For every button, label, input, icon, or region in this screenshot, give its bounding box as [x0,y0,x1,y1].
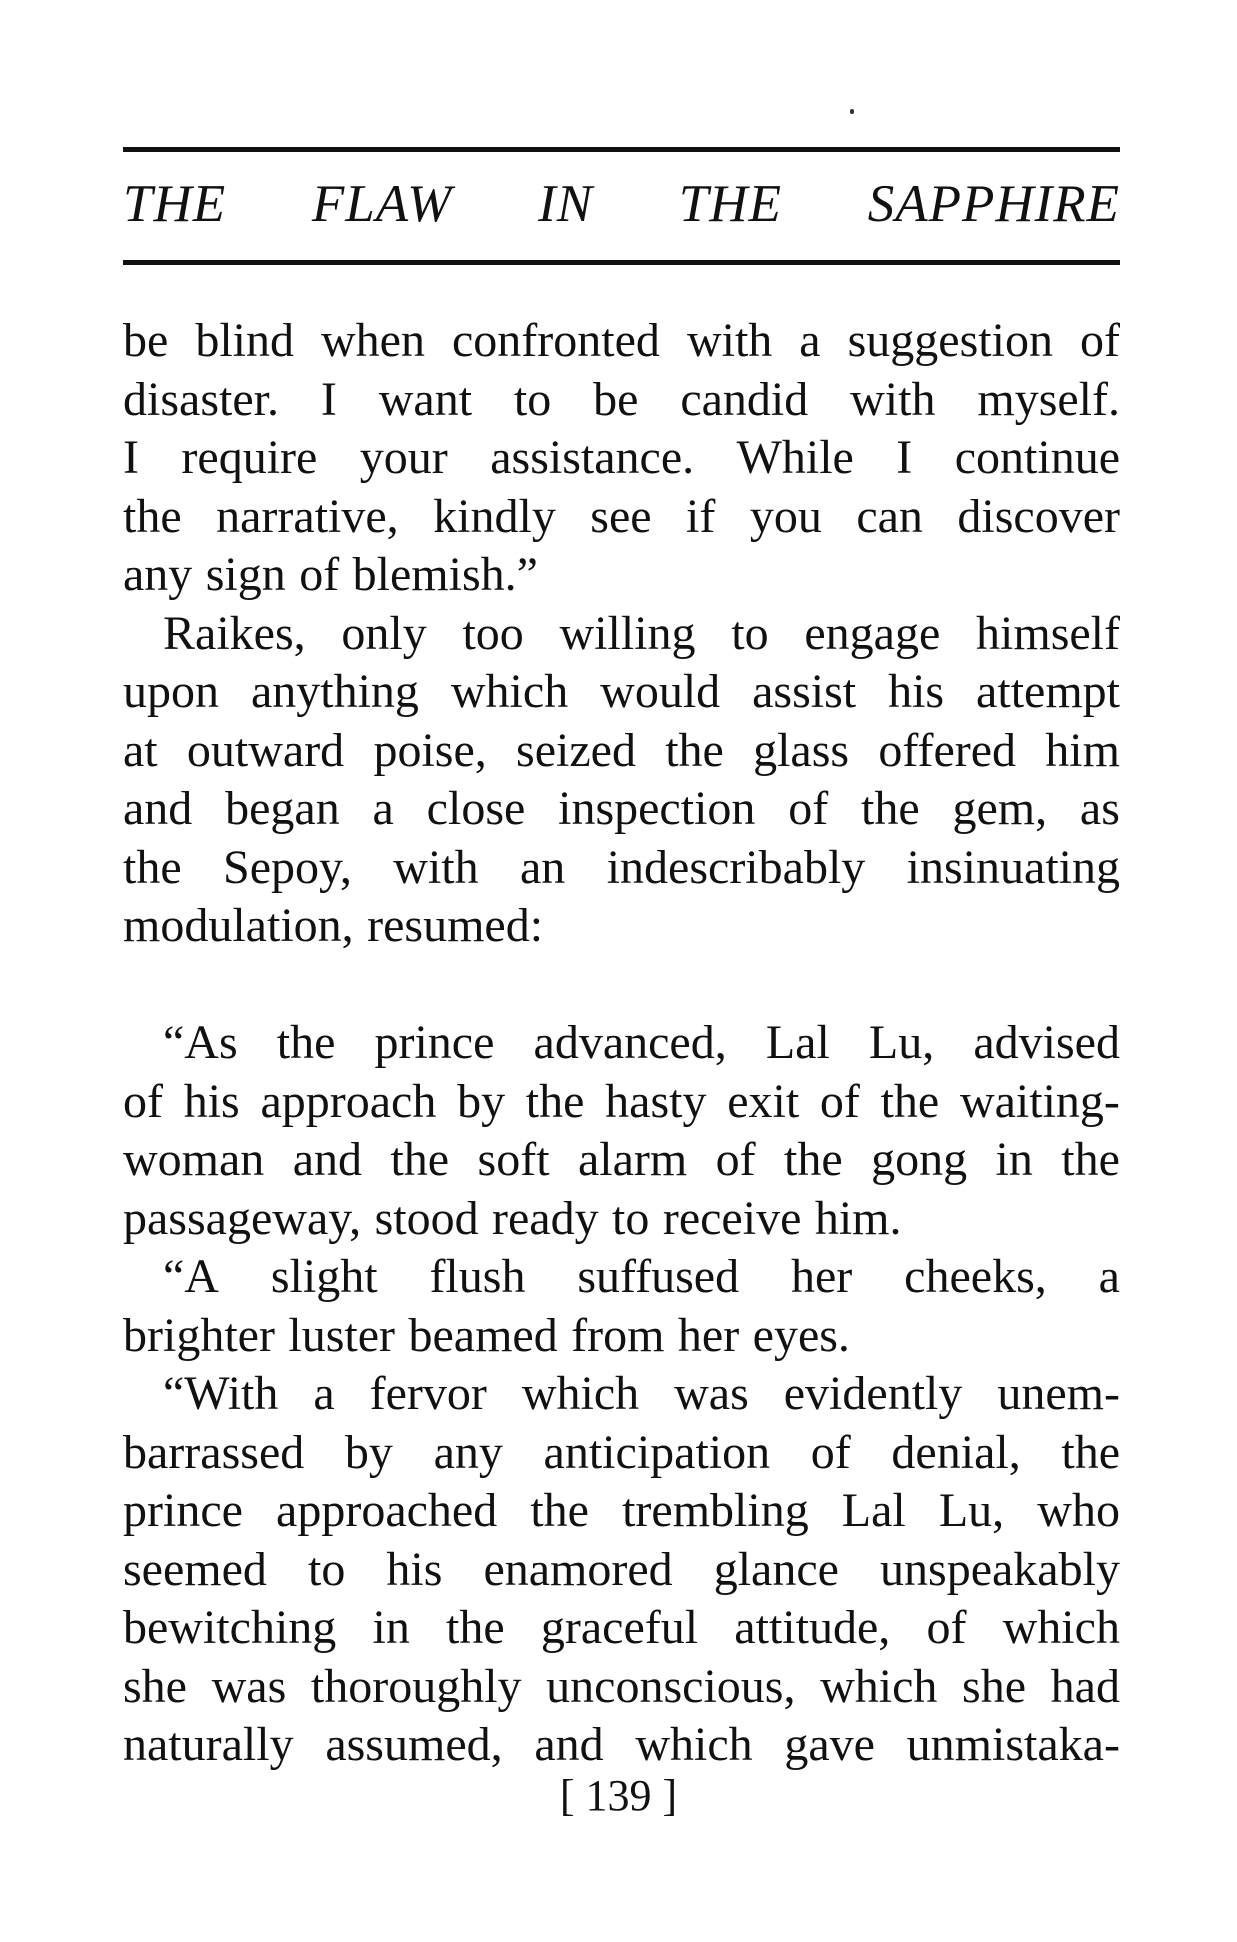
word: “As [163,1016,238,1069]
word: advised [973,1016,1120,1069]
word: of [299,548,340,601]
word: evidently [783,1367,963,1420]
word: narrative, [216,489,399,543]
word: passageway, [123,1191,362,1245]
word: with [850,372,936,426]
word: bewitching [123,1601,337,1654]
word: woman [123,1133,265,1186]
word: gem, [952,782,1048,835]
word: an [520,840,566,894]
word: see [590,489,652,543]
section-break [123,956,1120,1015]
word: had [1050,1659,1120,1713]
word: would [600,665,721,718]
running-head [123,172,1120,236]
word: be [593,372,639,426]
word: to [307,1542,346,1596]
word: insinuating [906,840,1120,894]
word: glass [753,723,850,777]
word: “With [163,1367,279,1420]
text-line [123,1190,1120,1249]
word: hasty [605,1074,707,1128]
word: inspection [558,782,756,835]
text-line [123,488,1120,547]
word: sign [205,548,286,601]
running-head-word: FLAW [311,175,453,233]
word: seemed [123,1542,267,1596]
word: waiting- [959,1074,1120,1128]
word: the [861,782,920,835]
word: poise, [373,723,487,777]
word: was [211,1659,287,1713]
word: the [123,840,182,894]
word: which [635,1718,753,1771]
body-text [123,312,1120,1775]
word: assist [752,665,857,718]
word: only [341,606,427,660]
word: of [715,1133,756,1186]
text-line [123,1658,1120,1717]
word: While [736,431,854,484]
word: of [123,1074,163,1128]
word: offered [878,723,1017,777]
word: the [525,1074,585,1128]
header-rule-top [123,147,1120,152]
text-line [123,1248,1120,1307]
word: anticipation [543,1425,771,1479]
word: his [386,1542,443,1596]
word: at [123,723,158,777]
paragraph [123,1248,1120,1365]
word: which [521,1367,640,1420]
ink-speck [850,109,854,114]
word: gong [871,1133,968,1186]
word: a [313,1367,335,1420]
word: beamed [408,1308,558,1362]
text-line [123,312,1120,371]
word: in [372,1601,410,1654]
text-line [123,839,1120,898]
word: him. [814,1191,902,1245]
word: and [534,1718,604,1771]
word: by [344,1425,393,1479]
text-line [123,722,1120,781]
word: attitude, [734,1601,891,1654]
word: a [372,782,394,835]
text-line [123,1365,1120,1424]
word: anything [250,665,419,718]
paragraph [123,312,1120,605]
word: continue [954,431,1120,484]
word: any [123,548,193,601]
word: was [674,1367,749,1420]
word: gave [784,1718,875,1771]
word: approach [260,1074,437,1128]
word: and [123,782,193,835]
word: her [677,1308,740,1362]
word: barrassed [123,1425,305,1479]
word: eyes. [752,1308,850,1362]
word: naturally [123,1718,294,1771]
word: indescribably [606,840,866,894]
word: her [790,1250,853,1303]
word: graceful [540,1601,699,1654]
running-head-word: THE [123,175,227,233]
text-line [123,1599,1120,1658]
word: close [426,782,526,835]
word: Sepoy, [223,840,352,894]
word: the [1061,1425,1120,1479]
running-head-word: IN [538,175,594,233]
word: his [183,1074,240,1128]
word: of [810,1425,851,1479]
word: him [1045,723,1120,777]
word: your [359,431,448,484]
word: cheeks, [904,1250,1047,1303]
word: “A [163,1250,219,1303]
word: the [1061,1133,1120,1186]
word: assistance. [490,431,695,484]
word: she [123,1659,187,1713]
word: of [1079,314,1120,367]
word: of [819,1074,860,1128]
word: unconscious, [546,1659,796,1713]
running-head-word: THE [678,175,782,233]
word: trembling [622,1484,809,1537]
word: Lu, [938,1484,1005,1537]
word: glance [713,1542,839,1596]
word: began [225,782,340,835]
word: the [123,489,182,543]
word: Lal [841,1484,906,1537]
word: which [1002,1601,1120,1654]
word: exit [727,1074,800,1128]
word: a [1098,1250,1120,1303]
text-line [123,371,1120,430]
word: ready [492,1191,599,1245]
paragraph [123,605,1120,956]
word: enamored [483,1542,673,1596]
word: a [799,314,821,367]
word: of [788,782,829,835]
word: the [530,1484,589,1537]
word: outward [186,723,345,777]
word: discover [957,489,1120,543]
word: which [450,665,569,718]
word: the [390,1133,450,1186]
word: soft [477,1133,550,1186]
word: himself [976,606,1120,660]
paragraph [123,1014,1120,1248]
word: the [880,1074,940,1128]
word: stood [374,1191,479,1245]
word: to [731,606,769,660]
text-line [123,1541,1120,1600]
word: candid [680,372,809,426]
word: confronted [452,314,660,367]
word: be [123,314,169,367]
word: unem- [997,1367,1120,1420]
word: you [749,489,822,543]
word: the [446,1601,505,1654]
word: disaster. [123,372,279,426]
word: assumed, [325,1718,503,1771]
word: luster [288,1308,396,1362]
word: which [820,1659,938,1713]
word: attempt [976,665,1120,718]
word: suffused [577,1250,740,1303]
word: prince [123,1484,243,1537]
paragraph [123,1365,1120,1775]
word: thoroughly [310,1659,522,1713]
word: blemish.” [352,548,538,601]
word: myself. [977,372,1120,426]
word: require [181,431,318,484]
text-line [123,1424,1120,1483]
word: his [888,665,945,718]
word: prince [374,1016,495,1069]
word: when [321,314,425,367]
word: as [1079,782,1120,835]
word: and [292,1133,363,1186]
word: kindly [433,489,556,543]
word: Lu, [868,1016,935,1069]
text-line [123,1482,1120,1541]
word: unmistaka- [906,1718,1120,1771]
word: resumed: [367,899,544,952]
word: to [513,372,552,426]
word: alarm [577,1133,688,1186]
word: the [276,1016,336,1069]
text-line [123,605,1120,664]
word: I [123,431,139,484]
word: to [612,1191,650,1245]
word: who [1037,1484,1120,1537]
word: slight [270,1250,378,1303]
word: modulation, [123,899,354,952]
word: of [926,1601,967,1654]
word: Lal [765,1016,830,1069]
header-rule-bottom [123,260,1120,265]
word: fervor [369,1367,487,1420]
word: with [393,840,479,894]
word: can [856,489,923,543]
text-line [123,429,1120,488]
word: Raikes, [163,606,306,660]
word: denial, [891,1425,1021,1479]
text-line [123,546,1120,605]
running-head-word: SAPPHIRE [867,175,1120,233]
text-line [123,1716,1120,1775]
text-line [123,663,1120,722]
word: by [457,1074,506,1128]
text-line [123,1307,1120,1366]
word: she [962,1659,1027,1713]
word: the [665,723,724,777]
word: advanced, [533,1016,727,1069]
word: upon [123,665,219,718]
word: any [433,1425,503,1479]
word: want [378,372,473,426]
text-line [123,897,1120,956]
text-line [123,1073,1120,1132]
word: engage [804,606,941,660]
word: seized [516,723,636,777]
word: in [995,1133,1033,1186]
word: too [462,606,524,660]
word: I [896,431,913,484]
text-line [123,780,1120,839]
word: blind [195,314,294,367]
word: receive [662,1191,802,1245]
word: with [686,314,773,367]
word: I [320,372,337,426]
text-line [123,1131,1120,1190]
word: from [571,1308,665,1362]
word: the [784,1133,843,1186]
page-number: [ 139 ] [559,1771,678,1820]
word: approached [276,1484,498,1537]
text-line [123,1014,1120,1073]
word: willing [559,606,696,660]
word: if [686,489,716,543]
word: brighter [123,1308,275,1362]
word: unspeakably [880,1542,1120,1596]
word: suggestion [847,314,1053,367]
word: flush [429,1250,526,1303]
